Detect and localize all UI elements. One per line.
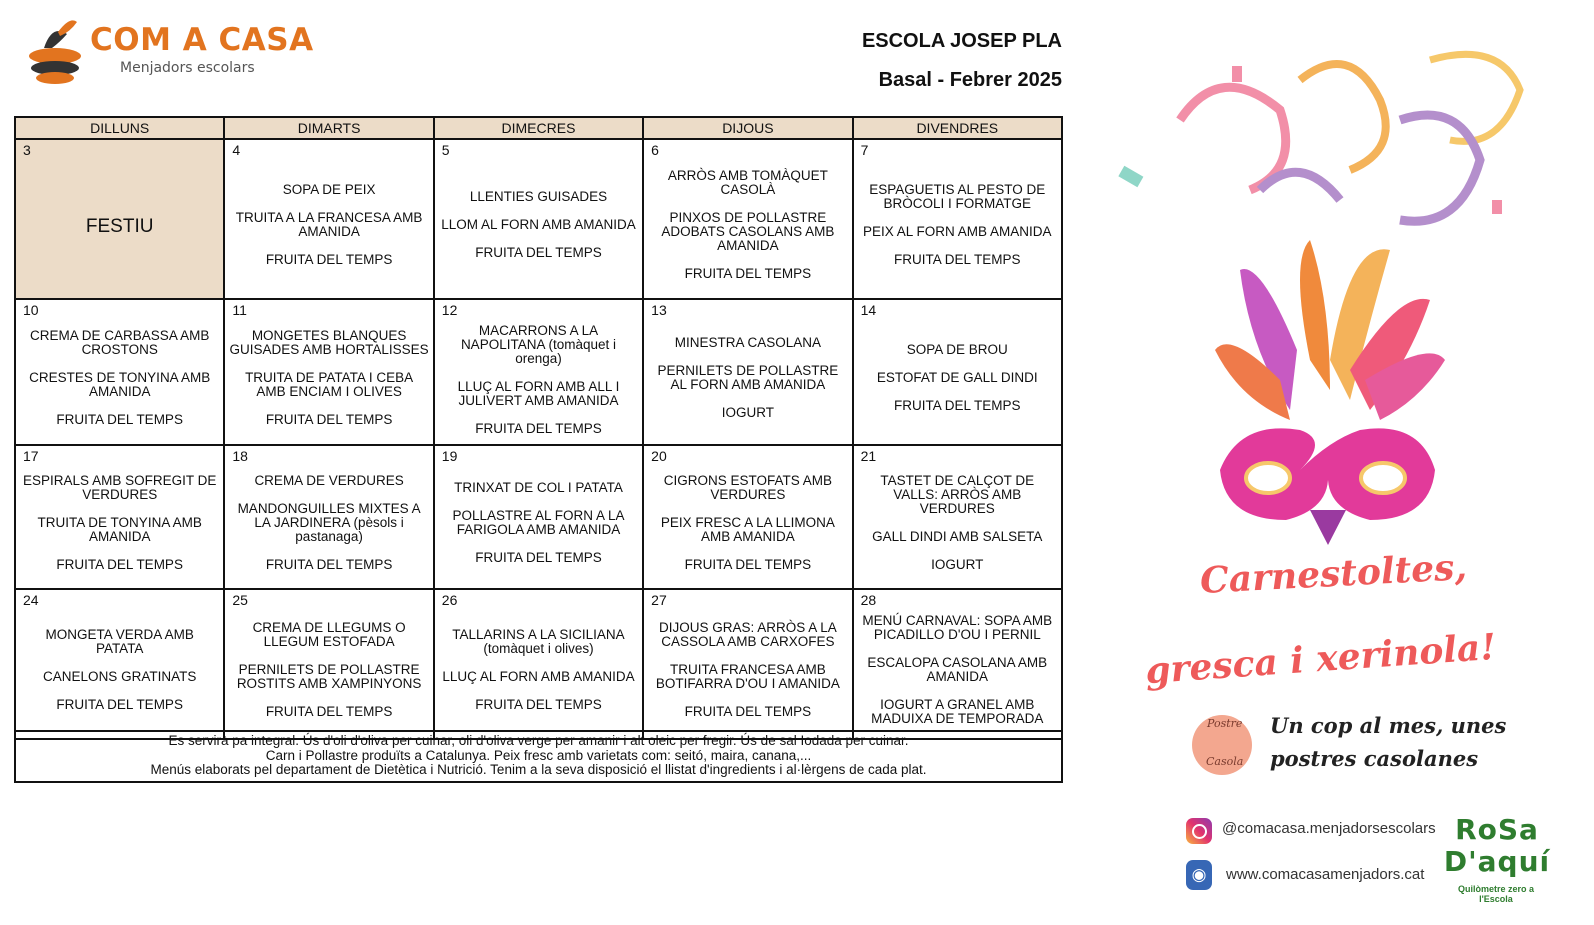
badge-text: Casola (1206, 755, 1244, 768)
postres-caption-line1: Un cop al mes, unes (1270, 713, 1507, 738)
dish-item: FRUITA DEL TEMPS (56, 697, 183, 712)
day-number: 6 (651, 142, 659, 158)
dish-item: CREMA DE LLEGUMS O LLEGUM ESTOFADA (252, 620, 406, 649)
day-number: 27 (651, 592, 667, 608)
menu-calendar (14, 116, 1063, 740)
dish-item: LLENTIES GUISADES (469, 189, 608, 204)
school-name: ESCOLA JOSEP PLA (861, 30, 1062, 52)
dish-item: TALLARINS A LA SICILIANA (tomàquet i olives) (452, 627, 625, 656)
day-number: 26 (441, 592, 458, 608)
menu-day-cell (434, 139, 643, 299)
menu-day-cell (643, 139, 852, 299)
dish-list (854, 474, 1061, 572)
dish-item: FRUITA DEL TEMPS (475, 245, 602, 260)
dish-item: SOPA DE BROU (906, 342, 1008, 357)
day-number: 21 (860, 448, 877, 464)
dish-item: GALL DINDI AMB SALSETA (872, 529, 1043, 544)
dish-item: PEIX AL FORN AMB AMANIDA (863, 224, 1052, 239)
menu-day-cell (15, 139, 224, 299)
dish-item: MONGETA VERDA AMB PATATA (45, 627, 194, 656)
day-number: 10 (23, 302, 39, 318)
menu-day-cell (853, 445, 1062, 589)
dish-list (435, 481, 642, 565)
dish-item: TRUITA DE PATATA I CEBA AMB ENCIAM I OLIVES (245, 370, 414, 399)
menu-day-cell (643, 299, 852, 445)
weekday-header-row (15, 117, 1062, 139)
dish-list (644, 169, 851, 281)
dish-list (854, 614, 1061, 726)
weekday-header: DIJOUS (643, 117, 852, 139)
dish-list (225, 329, 432, 427)
dish-item: LLUÇ AL FORN AMB ALL I JULIVERT AMB AMANIDA (457, 379, 620, 408)
menu-day-cell (853, 589, 1062, 739)
dish-item: FRUITA DEL TEMPS (684, 266, 812, 281)
dish-item: ESTOFAT DE GALL DINDI (876, 370, 1038, 385)
dish-list (644, 336, 851, 420)
dish-item: TRINXAT DE COL I PATATA (454, 480, 623, 495)
dish-item: TRUITA FRANCESA AMB BOTIFARRA D'OU I AMANIDA (655, 662, 840, 691)
menu-day-cell (224, 589, 433, 739)
dish-item: ESCALOPA CASOLANA AMB AMANIDA (867, 655, 1048, 684)
logo-subtitle: Menjadors escolars (120, 60, 255, 76)
dish-item: IOGURT (931, 557, 984, 572)
dish-item: FRUITA DEL TEMPS (684, 557, 812, 572)
dish-item: SOPA DE PEIX (282, 182, 376, 197)
day-number: 25 (232, 592, 248, 608)
dish-item: MINESTRA CASOLANA (674, 335, 822, 350)
day-number: 3 (23, 142, 31, 158)
dish-item: CREMA DE CARBASSA AMB CROSTONS (30, 328, 210, 357)
dish-item: PEIX FRESC A LA LLIMONA AMB AMANIDA (660, 515, 835, 544)
menu-day-cell (643, 589, 852, 739)
dish-item: LLUÇ AL FORN AMB AMANIDA (442, 669, 635, 684)
menu-day-cell (15, 445, 224, 589)
dish-item: FRUITA DEL TEMPS (265, 557, 393, 572)
menu-day-cell (853, 299, 1062, 445)
dish-item: FRUITA DEL TEMPS (265, 412, 393, 427)
dish-item: PERNILETS DE POLLASTRE AL FORN AMB AMANIDA (657, 363, 839, 392)
weekday-header: DIMECRES (434, 117, 643, 139)
day-number: 28 (860, 592, 877, 608)
dish-list (854, 343, 1061, 413)
dish-list (225, 621, 432, 719)
day-number: 4 (232, 142, 241, 158)
dish-item: MONGETES BLANQUES GUISADES AMB HORTALISSES (229, 328, 429, 357)
dish-item: ESPIRALS AMB SOFREGIT DE VERDURES (23, 473, 217, 502)
dish-item: FRUITA DEL TEMPS (684, 704, 812, 719)
dish-item: LLOM AL FORN AMB AMANIDA (441, 217, 636, 232)
dish-item: CIGRONS ESTOFATS AMB VERDURES (663, 473, 833, 502)
dish-item: TASTET DE CALÇOT DE VALLS: ARRÒS AMB VERDURES (880, 473, 1035, 516)
menu-day-cell (15, 299, 224, 445)
dish-item: DIJOUS GRAS: ARRÒS A LA CASSOLA AMB CARXOFES (658, 620, 837, 649)
badge-text: Postre (1207, 717, 1243, 730)
km-zero-logo: RoSa D'aquí (1443, 813, 1551, 878)
menu-day-cell (224, 299, 433, 445)
dish-list (435, 324, 642, 436)
carnival-title-line2: gresca i xerinola! (1143, 625, 1498, 693)
dish-item: FRUITA DEL TEMPS (475, 697, 602, 712)
holiday-label: FESTIU (85, 216, 154, 237)
menu-day-cell (434, 589, 643, 739)
dish-list (854, 183, 1061, 267)
instagram-handle[interactable]: @comacasa.menjadorsescolars (1222, 820, 1436, 837)
dish-list (644, 621, 851, 719)
dish-item: ARRÒS AMB TOMÀQUET CASOLÀ (667, 168, 828, 197)
dish-list (16, 628, 223, 712)
dish-list (16, 474, 223, 572)
weekday-header: DIMARTS (224, 117, 433, 139)
dish-item: MACARRONS A LA NAPOLITANA (tomàquet i orenga) (460, 323, 616, 366)
menu-footer-notes (14, 730, 1063, 783)
day-number: 20 (651, 448, 667, 464)
weekday-header: DILLUNS (15, 117, 224, 139)
dish-list (435, 190, 642, 260)
website-link[interactable]: www.comacasamenjadors.cat (1226, 866, 1425, 883)
day-number: 12 (441, 302, 458, 318)
menu-day-cell (434, 299, 643, 445)
dish-item: FRUITA DEL TEMPS (894, 252, 1021, 267)
menu-day-cell (224, 139, 433, 299)
menu-day-cell (853, 139, 1062, 299)
dish-list (16, 329, 223, 427)
instagram-lens-icon (1192, 824, 1207, 839)
day-number: 18 (232, 448, 248, 464)
dish-item: IOGURT (721, 405, 774, 420)
day-number: 11 (232, 302, 247, 318)
dish-item: FRUITA DEL TEMPS (475, 550, 602, 565)
dish-item: FRUITA DEL TEMPS (265, 704, 393, 719)
postres-caption-line2: postres casolanes (1270, 746, 1479, 771)
dish-list (644, 474, 851, 572)
weekday-header: DIVENDRES (853, 117, 1062, 139)
dish-item: PINXOS DE POLLASTRE ADOBATS CASOLANS AMB AMANIDA (661, 210, 835, 253)
day-number: 7 (860, 142, 869, 158)
dish-item: FRUITA DEL TEMPS (475, 421, 602, 436)
dish-item: FRUITA DEL TEMPS (56, 412, 183, 427)
dish-item: FRUITA DEL TEMPS (56, 557, 183, 572)
dish-list (225, 183, 432, 267)
dish-item: TRUITA A LA FRANCESA AMB AMANIDA (235, 210, 423, 239)
footer-line: Menús elaborats pel departament de Dietètica i Nutrició. Tenim a la seva disposició el llistat d'ingredients i al·lèrgens de cada plat. (150, 762, 927, 777)
km-zero-caption: Quilòmetre zero a l'Escola (1457, 884, 1535, 904)
dish-item: ESPAGUETIS AL PESTO DE BRÒCOLI I FORMATGE (869, 182, 1046, 211)
footer-line: Carn i Pollastre produïts a Catalunya. Peix fresc amb varietats com: seitó, maira, canana,... (265, 747, 812, 763)
dish-item: IOGURT A GRANEL AMB MADUIXA DE TEMPORADA (871, 697, 1044, 726)
menu-week-row (15, 589, 1062, 739)
dish-item: TRUITA DE TONYINA AMB AMANIDA (37, 515, 202, 544)
dish-list (435, 628, 642, 712)
menu-day-cell (15, 589, 224, 739)
day-number: 5 (441, 142, 450, 158)
menu-day-cell (224, 445, 433, 589)
dish-item: POLLASTRE AL FORN A LA FARIGOLA AMB AMANIDA (452, 508, 625, 537)
dish-item: CREMA DE VERDURES (254, 473, 404, 488)
web-icon: ◉ (1186, 860, 1212, 890)
dish-item: CRESTES DE TONYINA AMB AMANIDA (29, 370, 211, 399)
carnival-mask-illustration (1100, 0, 1594, 925)
footer-line: Es servirà pa integral. Ús d'oli d'oliva per cuinar, oli d'oliva verge per amanir i alt oleic per fregir. Ús de sal Iodada per cuinar. (168, 733, 909, 748)
menu-week-row (15, 299, 1062, 445)
dish-item: PERNILETS DE POLLASTRE ROSTITS AMB XAMPINYONS (236, 662, 422, 691)
carnival-title-line1: Carnestoltes, (1199, 546, 1468, 602)
menu-week-row (15, 139, 1062, 299)
day-number: 19 (441, 448, 458, 464)
dish-item: FRUITA DEL TEMPS (894, 398, 1021, 413)
day-number: 13 (651, 302, 667, 318)
day-number: 17 (23, 448, 39, 464)
dish-item: FRUITA DEL TEMPS (265, 252, 393, 267)
day-number: 24 (23, 592, 39, 608)
menu-day-cell (434, 445, 643, 589)
logo-title: COM A CASA (90, 22, 314, 58)
dish-list (225, 474, 432, 572)
menu-period: Basal - Febrer 2025 (878, 69, 1062, 91)
menu-week-row (15, 445, 1062, 589)
menu-day-cell (643, 445, 852, 589)
dish-item: CANELONS GRATINATS (43, 669, 197, 684)
dish-item: MANDONGUILLES MIXTES A LA JARDINERA (pèsols i pastanaga) (237, 501, 421, 544)
day-number: 14 (860, 302, 877, 318)
dish-item: MENÚ CARNAVAL: SOPA AMB PICADILLO D'OU I PERNIL (862, 613, 1053, 642)
